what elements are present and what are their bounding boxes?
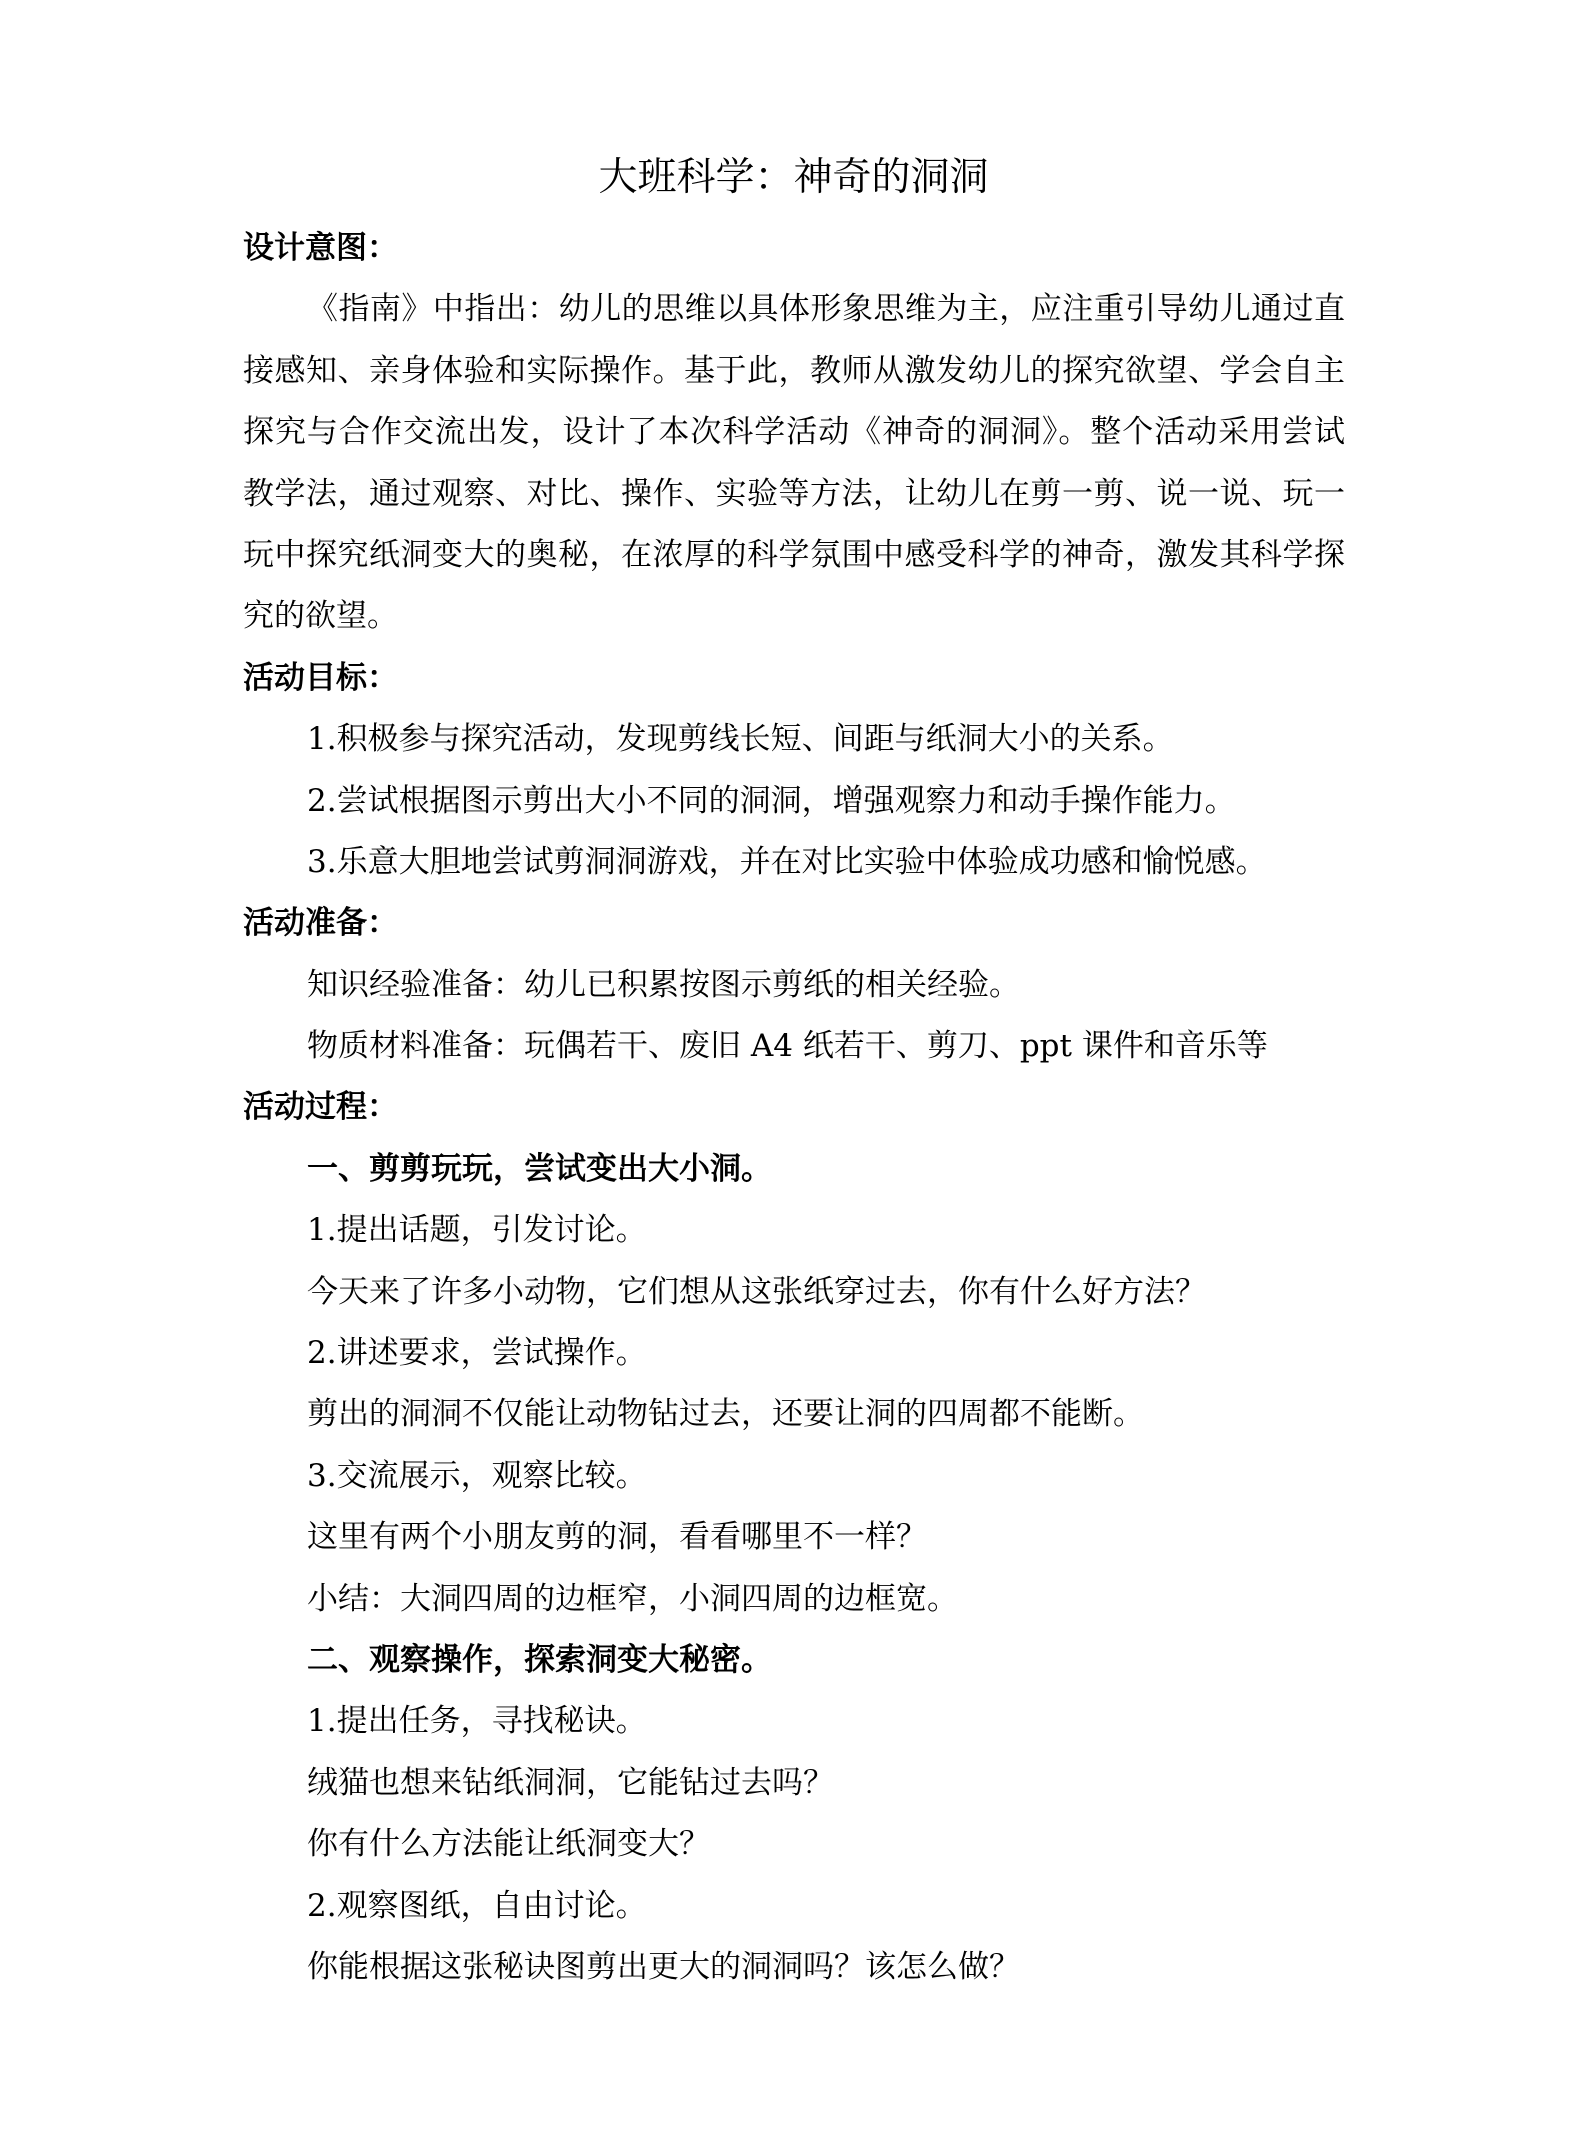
process-summary-line: 小结：大洞四周的边框窄，小洞四周的边框宽。 (307, 1580, 958, 1617)
section-heading-design-intent: 设计意图： (243, 230, 398, 266)
process-line: 你有什么方法能让纸洞变大？ (307, 1826, 710, 1863)
design-intent-paragraph (243, 279, 1345, 647)
paragraph-line: 接感知、亲身体验和实际操作。基于此，教师从激发幼儿的探究欲望、学会自主 (243, 352, 1345, 389)
process-part2-heading: 二、观察操作，探索洞变大秘密。 (307, 1641, 772, 1678)
process-line: 2.观察图纸，自由讨论。 (307, 1887, 647, 1924)
section-heading-process: 活动过程： (243, 1089, 398, 1126)
process-line: 3.交流展示，观察比较。 (307, 1457, 647, 1494)
paragraph-line: 探究与合作交流出发，设计了本次科学活动《神奇的洞洞》。整个活动采用尝试 (243, 414, 1345, 451)
process-line: 2.讲述要求，尝试操作。 (307, 1335, 647, 1372)
goal-item: 2.尝试根据图示剪出大小不同的洞洞，增强观察力和动手操作能力。 (307, 782, 1236, 819)
goal-item: 1.积极参与探究活动，发现剪线长短、间距与纸洞大小的关系。 (307, 721, 1174, 758)
paragraph-line: 玩中探究纸洞变大的奥秘，在浓厚的科学氛围中感受科学的神奇，激发其科学探 (243, 536, 1345, 573)
section-heading-goals: 活动目标： (243, 659, 398, 696)
preparation-item: 知识经验准备：幼儿已积累按图示剪纸的相关经验。 (307, 966, 1020, 1003)
process-line: 剪出的洞洞不仅能让动物钻过去，还要让洞的四周都不能断。 (307, 1396, 1144, 1433)
section-heading-preparation: 活动准备： (243, 905, 398, 942)
goal-item: 3.乐意大胆地尝试剪洞洞游戏，并在对比实验中体验成功感和愉悦感。 (307, 843, 1267, 880)
document-title: 大班科学：神奇的洞洞 (598, 155, 989, 200)
process-line: 绒猫也想来钻纸洞洞，它能钻过去吗？ (307, 1764, 834, 1801)
process-line: 这里有两个小朋友剪的洞，看看哪里不一样？ (307, 1519, 927, 1556)
process-line: 1.提出话题，引发讨论。 (307, 1212, 647, 1249)
process-line: 你能根据这张秘诀图剪出更大的洞洞吗？该怎么做？ (307, 1948, 1020, 1985)
paragraph-line: 究的欲望。 (243, 598, 398, 635)
preparation-item: 物质材料准备：玩偶若干、废旧 A4 纸若干、剪刀、ppt 课件和音乐等 (307, 1028, 1268, 1065)
process-part1-heading: 一、剪剪玩玩，尝试变出大小洞。 (307, 1150, 772, 1187)
process-line: 1.提出任务，寻找秘诀。 (307, 1703, 647, 1740)
process-line: 今天来了许多小动物，它们想从这张纸穿过去，你有什么好方法？ (307, 1273, 1206, 1310)
paragraph-line: 《指南》中指出：幼儿的思维以具体形象思维为主，应注重引导幼儿通过直 (307, 291, 1345, 328)
paragraph-line: 教学法，通过观察、对比、操作、实验等方法，让幼儿在剪一剪、说一说、玩一 (243, 475, 1345, 512)
document-body (243, 218, 1345, 1998)
